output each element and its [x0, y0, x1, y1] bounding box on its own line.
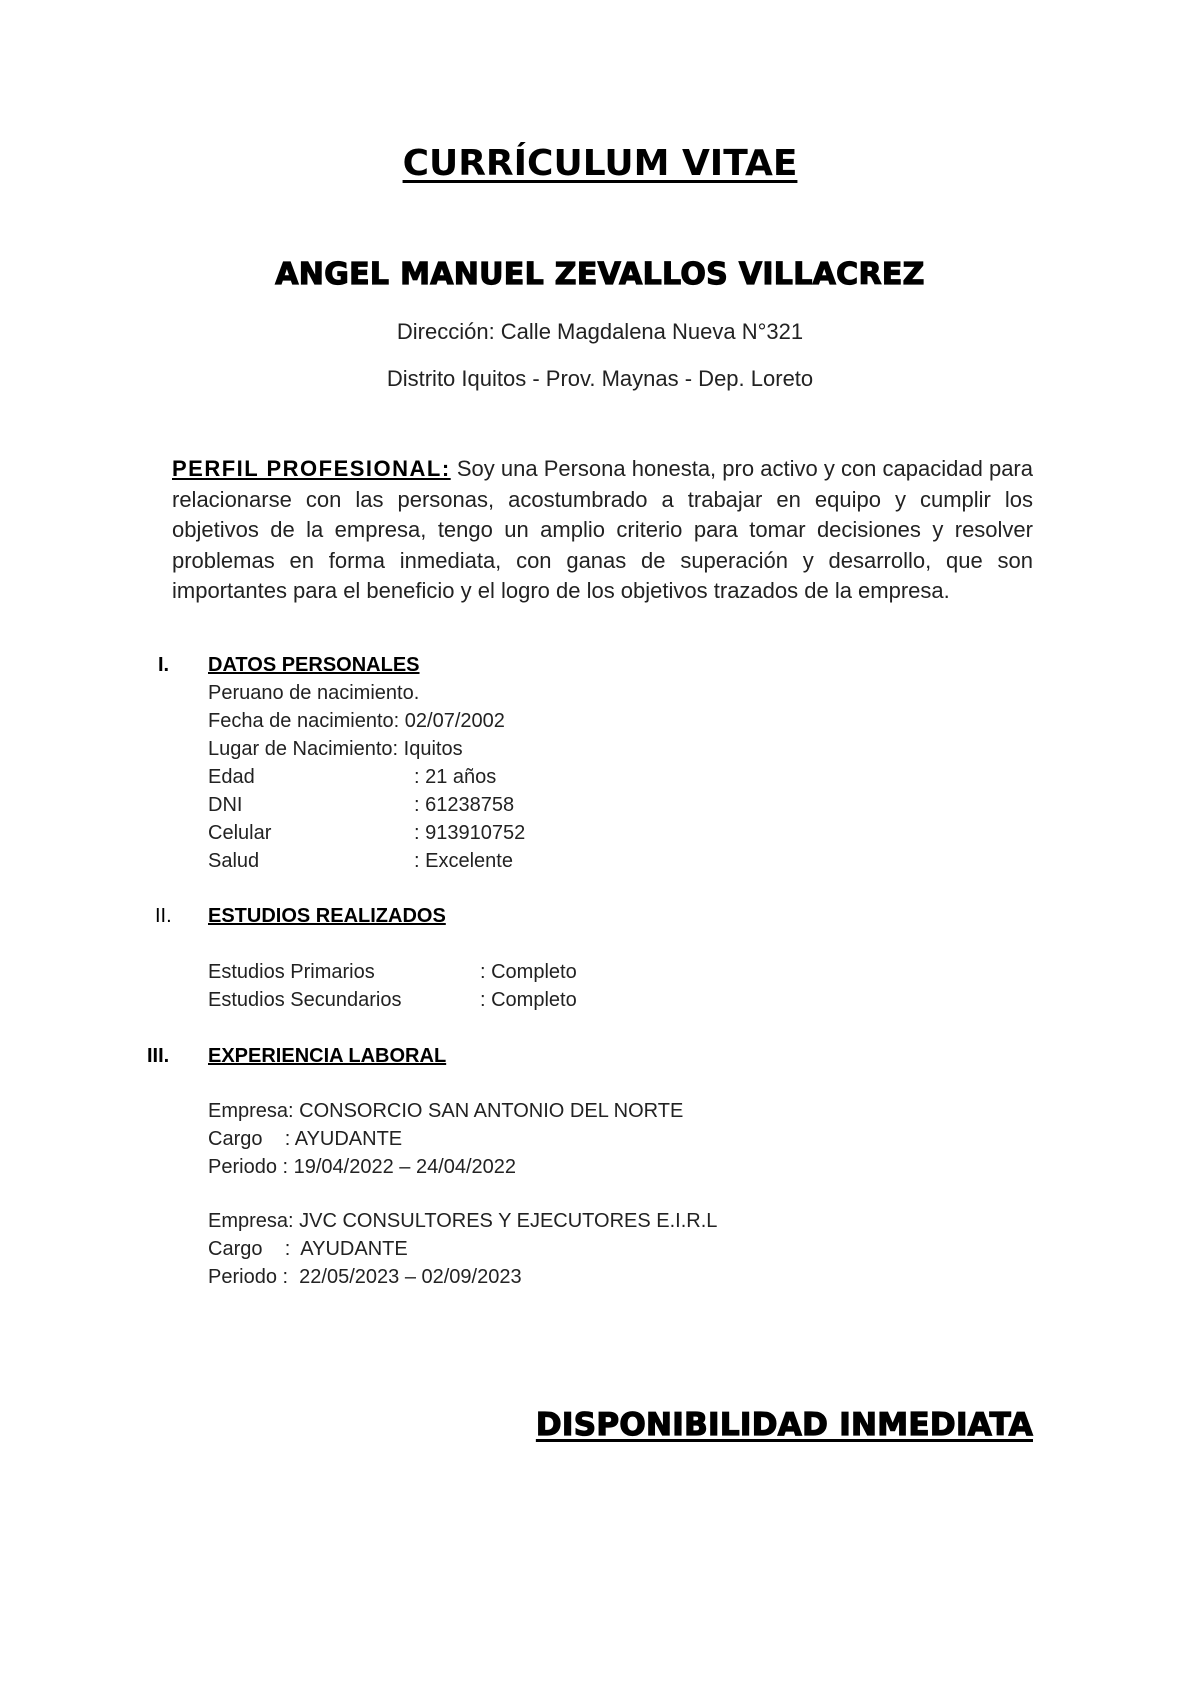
birth-place-line: Lugar de Nacimiento: Iquitos [208, 738, 463, 760]
birth-date-line: Fecha de nacimiento: 02/07/2002 [208, 710, 505, 732]
row-value: : 913910752 [414, 822, 526, 844]
job-company: Empresa: JVC CONSULTORES Y EJECUTORES E.I.R.L [208, 1210, 718, 1232]
document-title: CURRÍCULUM VITAE [402, 143, 798, 184]
nationality-line: Peruano de nacimiento. [208, 682, 420, 704]
job-role: Cargo : AYUDANTE [208, 1238, 408, 1260]
row-value: : 21 años [414, 766, 497, 788]
row-label: Edad [208, 766, 255, 788]
availability-banner: DISPONIBILIDAD INMEDIATA [535, 1407, 1033, 1443]
district-line: Distrito Iquitos - Prov. Maynas - Dep. Loreto [386, 366, 814, 391]
row-value: : Excelente [414, 850, 513, 872]
studies-row-secondary [208, 986, 577, 1014]
section-number-experience: III. [147, 1045, 170, 1067]
row-label: DNI [208, 794, 243, 816]
section-title-experience: EXPERIENCIA LABORAL [208, 1045, 447, 1067]
candidate-name: ANGEL MANUEL ZEVALLOS VILLACREZ [275, 257, 925, 292]
job-company: Empresa: CONSORCIO SAN ANTONIO DEL NORTE [208, 1100, 684, 1122]
profile-text: Soy una Persona honesta, pro activo y con capacidad para relacionarse con las personas, acostumbrado a trabajar en equipo y cumplir los objetivos de la empresa, tengo un amplio criterio para tomar decisiones y resolver problemas en forma inmediata, con ganas de superación y desarrollo, que son importantes para el beneficio y el logro de los objetivos trazados de la empresa. [172, 456, 1033, 603]
personal-row-health [208, 847, 513, 875]
row-value: : Completo [480, 961, 577, 983]
row-label: Celular [208, 822, 272, 844]
studies-row-primary [208, 958, 577, 986]
row-label: Estudios Secundarios [208, 989, 402, 1011]
personal-row-dni [208, 791, 514, 819]
section-number-personal: I. [158, 654, 170, 676]
row-label: Estudios Primarios [208, 961, 375, 983]
job-period: Periodo : 19/04/2022 – 24/04/2022 [208, 1156, 517, 1178]
section-number-studies: II. [155, 905, 172, 927]
section-title-personal: DATOS PERSONALES [208, 654, 420, 676]
row-value: : Completo [480, 989, 577, 1011]
professional-profile [172, 454, 1033, 607]
row-label: Salud [208, 850, 260, 872]
personal-row-phone [208, 819, 525, 847]
address-line: Dirección: Calle Magdalena Nueva N°321 [396, 319, 804, 344]
job-period: Periodo : 22/05/2023 – 02/09/2023 [208, 1266, 522, 1288]
section-title-studies: ESTUDIOS REALIZADOS [208, 905, 446, 927]
personal-row-age [208, 763, 496, 791]
job-role: Cargo : AYUDANTE [208, 1128, 403, 1150]
row-value: : 61238758 [414, 794, 515, 816]
profile-label: PERFIL PROFESIONAL: [172, 456, 451, 481]
